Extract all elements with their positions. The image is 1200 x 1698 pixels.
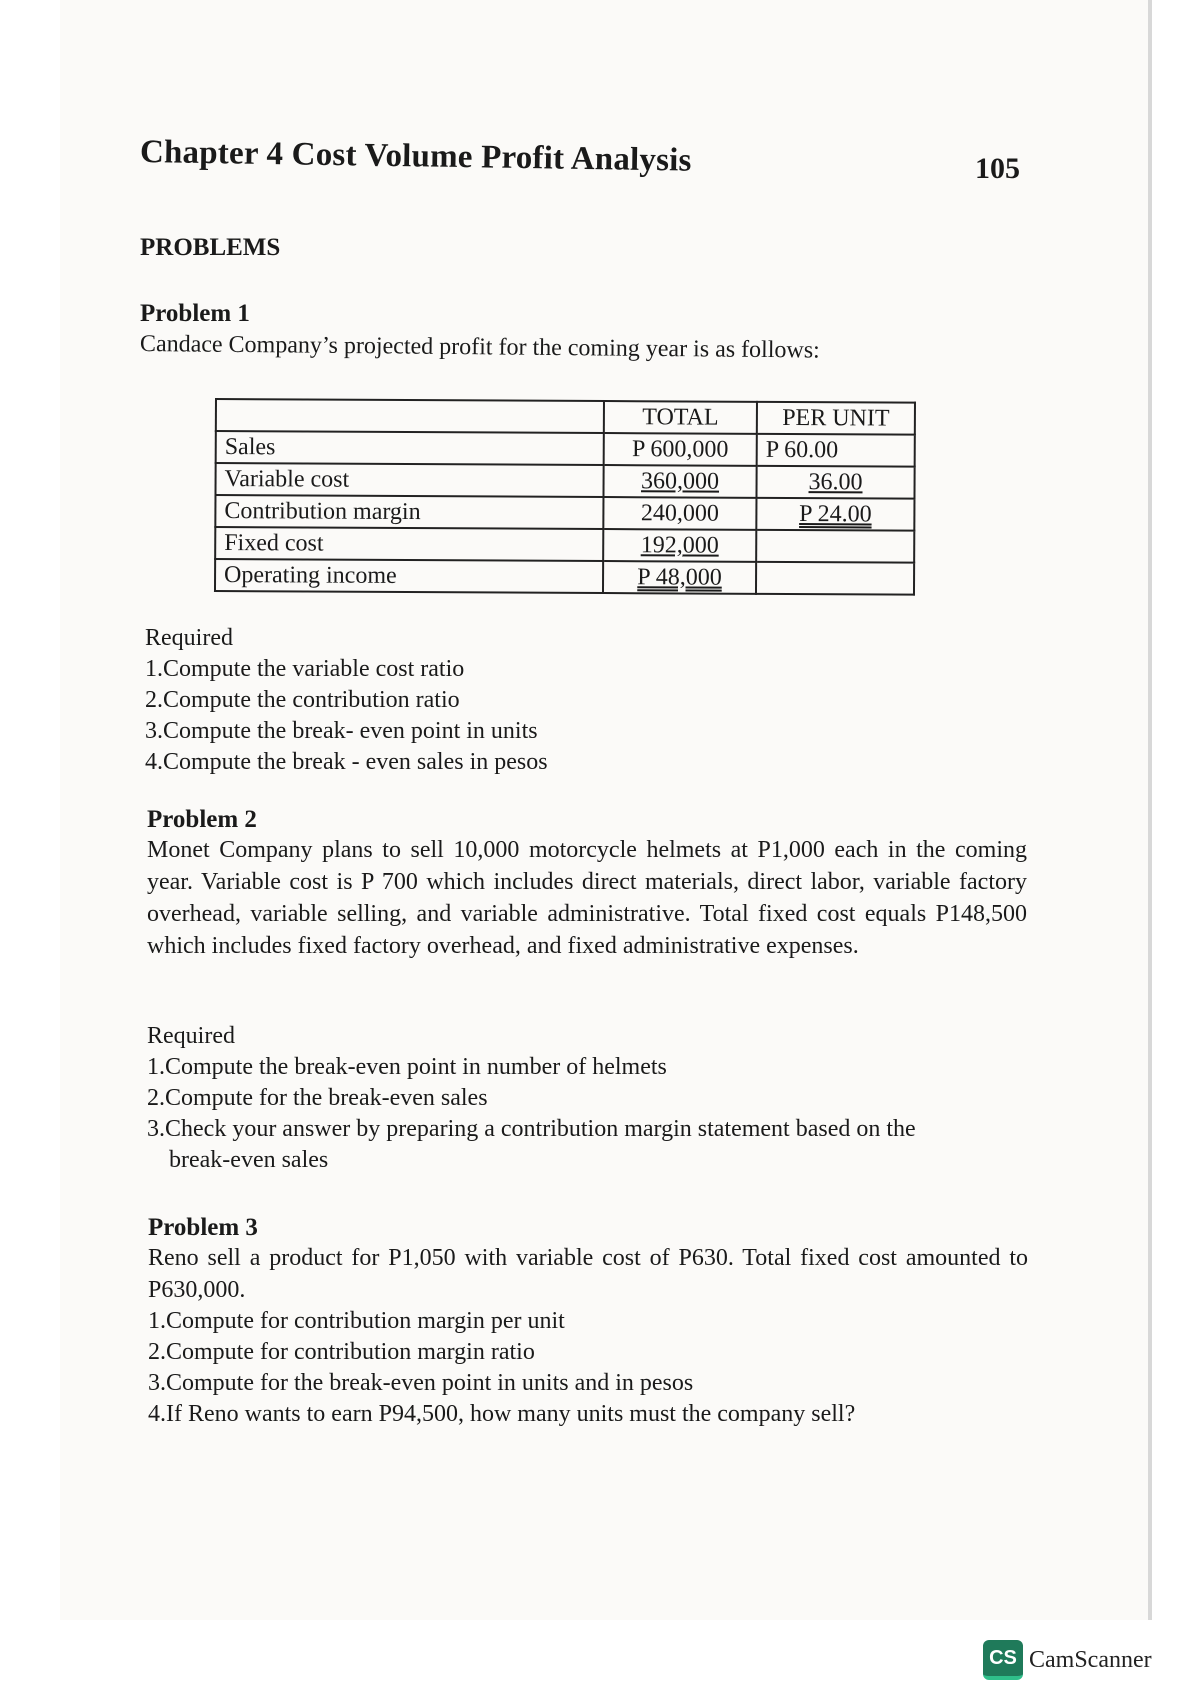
row-per-unit: P 24.00 xyxy=(799,501,872,528)
list-item: 2.Compute the contribution ratio xyxy=(145,687,460,713)
list-item: 3.Check your answer by preparing a contribution margin statement based on the xyxy=(147,1116,916,1142)
camscanner-brand: CamScanner xyxy=(1029,1646,1152,1673)
required-label: Required xyxy=(145,625,233,651)
list-item: 2.Compute for the break-even sales xyxy=(147,1085,488,1111)
row-per-unit: 36.00 xyxy=(808,469,863,496)
row-total: P 48,000 xyxy=(637,564,722,591)
cvp-table xyxy=(214,398,916,596)
list-item: 4.Compute the break - even sales in pesos xyxy=(145,749,548,775)
row-per-unit xyxy=(756,562,914,595)
section-title: PROBLEMS xyxy=(140,234,281,261)
problem-1-required xyxy=(145,622,845,778)
problem-3-list xyxy=(148,1306,1028,1430)
problem-2-required xyxy=(147,1020,1027,1176)
row-per-unit xyxy=(756,530,914,563)
camscanner-logo-icon: CS xyxy=(983,1640,1023,1680)
row-total: 240,000 xyxy=(603,497,756,530)
table-header-cell xyxy=(216,399,604,433)
row-label: Variable cost xyxy=(215,463,603,497)
required-list xyxy=(145,654,845,778)
camscanner-watermark xyxy=(983,1640,1152,1680)
list-item: 3.Compute the break- even point in units xyxy=(145,718,538,744)
problem-3-heading: Problem 3 xyxy=(148,1214,258,1241)
problem-1 xyxy=(139,300,1040,364)
row-label: Contribution margin xyxy=(215,495,603,529)
problem-1-heading: Problem 1 xyxy=(140,300,250,327)
table-row xyxy=(215,559,914,595)
list-item: 1.Compute the break-even point in number of helmets xyxy=(147,1054,667,1080)
page-edge xyxy=(1148,0,1152,1620)
table-row xyxy=(215,495,914,531)
row-total: 192,000 xyxy=(640,532,719,559)
row-per-unit: P 60.00 xyxy=(757,434,915,467)
problem-2 xyxy=(147,806,1027,962)
problem-1-intro: Candace Company’s projected profit for the coming year is as follows: xyxy=(139,331,820,364)
table-header-cell: PER UNIT xyxy=(757,402,915,435)
problem-2-text: Monet Company plans to sell 10,000 motorcycle helmets at P1,000 each in the coming year. Variable cost is P 700 which includes direct materials, direct labor, variable factory overhead, variable selling, and variable administrative. Total fixed cost equals P148,500 which includes fixed factory overhead, and fixed administrative expenses. xyxy=(147,837,1027,959)
row-label: Fixed cost xyxy=(215,527,603,561)
list-item: 2.Compute for contribution margin ratio xyxy=(148,1339,535,1365)
page-header xyxy=(140,128,1020,188)
table-row xyxy=(215,463,914,499)
table-row xyxy=(215,527,914,563)
problem-3-text: Reno sell a product for P1,050 with variable cost of P630. Total fixed cost amounted to P630,000. xyxy=(148,1245,1028,1303)
list-item: break-even sales xyxy=(169,1147,329,1173)
list-item: 4.If Reno wants to earn P94,500, how many units must the company sell? xyxy=(148,1401,856,1427)
problem-2-heading: Problem 2 xyxy=(147,806,257,833)
row-total: P 600,000 xyxy=(604,433,757,466)
row-total: 360,000 xyxy=(641,468,720,495)
page-number: 105 xyxy=(975,152,1020,185)
list-item: 1.Compute for contribution margin per unit xyxy=(148,1308,565,1334)
table-row xyxy=(216,431,915,467)
row-label: Operating income xyxy=(215,559,603,593)
required-label: Required xyxy=(147,1023,235,1049)
required-list xyxy=(147,1052,1027,1176)
row-label: Sales xyxy=(216,431,604,465)
problem-3 xyxy=(148,1214,1028,1430)
chapter-title: Chapter 4 Cost Volume Profit Analysis xyxy=(139,134,692,179)
list-item: 1.Compute the variable cost ratio xyxy=(145,656,465,682)
table-header-cell: TOTAL xyxy=(604,401,757,434)
list-item: 3.Compute for the break-even point in units and in pesos xyxy=(148,1370,694,1396)
table-header-row xyxy=(216,399,915,435)
